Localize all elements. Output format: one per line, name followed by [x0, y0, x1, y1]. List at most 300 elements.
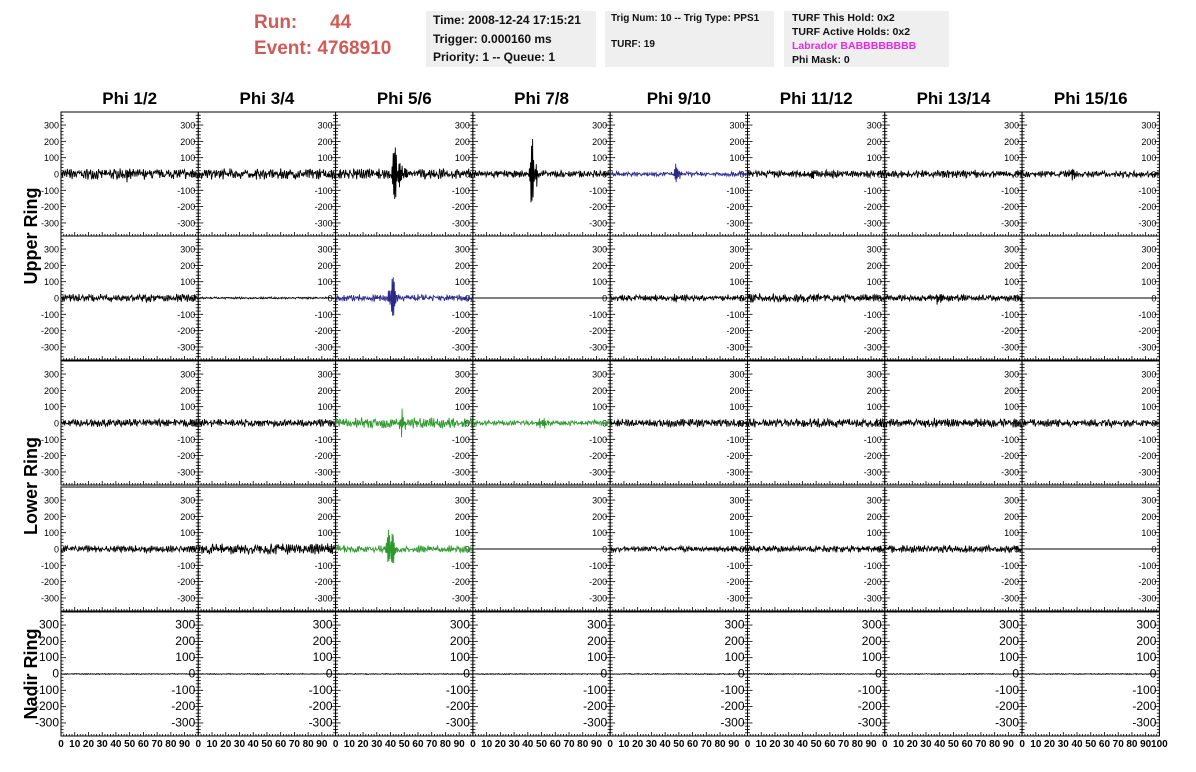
ytick-label: 0 [1151, 418, 1157, 429]
ytick-label: 300 [729, 244, 745, 255]
ytick-label: 300 [43, 369, 59, 380]
ytick-label: 300 [866, 244, 882, 255]
ytick-label: -300 [451, 593, 470, 604]
ytick-label: 100 [866, 277, 882, 288]
ytick-label: -100 [40, 560, 59, 571]
ytick-label: 100 [592, 153, 608, 164]
ytick-label: -100 [451, 560, 470, 571]
ytick-label: 200 [43, 260, 59, 271]
ytick-label: 0 [464, 544, 470, 555]
ytick-label: -300 [171, 715, 196, 730]
ytick-label: 100 [454, 277, 470, 288]
ytick-label: 300 [866, 120, 882, 131]
ytick-label: 200 [1004, 136, 1020, 147]
ytick-label: -300 [177, 467, 196, 478]
ytick-label: -300 [1138, 218, 1157, 229]
ytick-label: -300 [445, 715, 470, 730]
ytick-label: 100 [317, 528, 333, 539]
ytick-label: 0 [325, 666, 333, 681]
ytick-label: -200 [1138, 451, 1157, 462]
ytick-label: 100 [43, 153, 59, 164]
ytick-label: -100 [726, 309, 745, 320]
ytick-label: -100 [40, 434, 59, 445]
ytick-label: 100 [729, 528, 745, 539]
ytick-label: 100 [180, 277, 196, 288]
ytick-label: -300 [177, 218, 196, 229]
column-header-5: Phi 11/12 [779, 89, 853, 108]
ytick-label: 300 [180, 369, 196, 380]
ytick-label: 0 [1151, 169, 1157, 180]
ytick-label: 100 [592, 277, 608, 288]
ytick-label: 0 [1151, 544, 1157, 555]
ytick-label: 300 [43, 120, 59, 131]
ytick-label: -100 [863, 309, 882, 320]
ytick-label: -200 [451, 451, 470, 462]
ytick-label: -100 [171, 682, 196, 697]
ytick-label: -100 [177, 434, 196, 445]
ytick-label: 300 [592, 495, 608, 506]
ytick-label: -100 [308, 682, 333, 697]
ytick-label: 0 [739, 169, 745, 180]
ytick-label: 200 [1004, 511, 1020, 522]
ytick-label: -300 [726, 218, 745, 229]
ytick-label: -200 [34, 699, 59, 714]
ytick-label: 0 [464, 293, 470, 304]
ytick-label: -200 [1001, 326, 1020, 337]
ytick-label: -100 [40, 185, 59, 196]
ytick-label: -100 [726, 434, 745, 445]
ytick-label: -200 [1001, 577, 1020, 588]
ytick-label: -200 [40, 451, 59, 462]
ytick-label: 300 [866, 369, 882, 380]
priority-text: Priority: 1 -- Queue: 1 [433, 50, 556, 64]
ytick-label: 0 [327, 293, 333, 304]
ytick-label: 100 [175, 650, 196, 665]
ytick-label: -300 [589, 342, 608, 353]
ytick-label: -300 [1001, 467, 1020, 478]
ytick-label: 0 [190, 418, 196, 429]
ytick-label: -300 [863, 593, 882, 604]
run-label: Run: [254, 12, 298, 33]
ytick-label: 100 [1141, 528, 1157, 539]
ytick-label: 100 [1004, 402, 1020, 413]
ytick-label: 100 [729, 277, 745, 288]
ytick-label: -200 [40, 577, 59, 588]
ytick-label: 100 [1141, 402, 1157, 413]
ytick-label: -300 [177, 593, 196, 604]
column-header-0: Phi 1/2 [102, 89, 158, 108]
ytick-label: -300 [40, 218, 59, 229]
ytick-label: -200 [177, 202, 196, 213]
row-label-1: Lower Ring [21, 437, 41, 535]
ytick-label: 0 [190, 544, 196, 555]
ytick-label: -300 [314, 218, 333, 229]
ytick-label: -200 [726, 326, 745, 337]
column-header-4: Phi 9/10 [646, 89, 711, 108]
ytick-label: 200 [1141, 136, 1157, 147]
ytick-label: 300 [1141, 120, 1157, 131]
ytick-label: -300 [1001, 593, 1020, 604]
ytick-label: -100 [726, 185, 745, 196]
ytick-label: -300 [589, 467, 608, 478]
ytick-label: 0 [463, 666, 470, 681]
ytick-label: 300 [312, 617, 333, 632]
ytick-label: 200 [317, 511, 333, 522]
ytick-label: 100 [866, 153, 882, 164]
ytick-label: 0 [1014, 544, 1020, 555]
ytick-label: -300 [308, 715, 333, 730]
ytick-label: -200 [1138, 326, 1157, 337]
ytick-label: 300 [454, 495, 470, 506]
ytick-label: -200 [451, 202, 470, 213]
ytick-label: -300 [451, 467, 470, 478]
ytick-label: 200 [175, 633, 196, 648]
ytick-label: -100 [451, 434, 470, 445]
ytick-label: -300 [863, 342, 882, 353]
ytick-label: 200 [38, 633, 59, 648]
ytick-label: 0 [53, 293, 59, 304]
ytick-label: 0 [327, 418, 333, 429]
ytick-label: 0 [739, 418, 745, 429]
ytick-label: 200 [1141, 385, 1157, 396]
column-header-1: Phi 3/4 [239, 89, 295, 108]
ytick-label: -100 [445, 682, 470, 697]
ytick-label: 200 [729, 260, 745, 271]
ytick-label: 0 [602, 169, 608, 180]
ytick-label: -200 [40, 202, 59, 213]
labrador-text: Labrador BABBBBBBBB [792, 40, 917, 52]
ytick-label: 0 [876, 293, 882, 304]
ytick-label: -200 [589, 202, 608, 213]
ytick-label: -100 [177, 309, 196, 320]
ytick-label: 200 [312, 633, 333, 648]
ytick-label: -300 [589, 593, 608, 604]
ytick-label: 100 [317, 277, 333, 288]
ytick-label: 0 [53, 169, 59, 180]
ytick-label: -300 [1138, 342, 1157, 353]
ytick-label: 0 [876, 418, 882, 429]
ytick-label: -200 [1001, 202, 1020, 213]
ytick-label: 200 [43, 511, 59, 522]
ytick-label: 300 [317, 244, 333, 255]
ytick-label: 100 [43, 402, 59, 413]
ytick-label: 300 [1004, 369, 1020, 380]
ytick-label: 100 [866, 528, 882, 539]
ytick-label: 100 [38, 650, 59, 665]
ytick-label: 100 [1004, 153, 1020, 164]
ytick-label: -200 [589, 451, 608, 462]
ytick-label: -100 [1001, 309, 1020, 320]
ytick-label: 200 [317, 260, 333, 271]
ytick-label: 200 [866, 260, 882, 271]
ytick-label: 300 [317, 495, 333, 506]
ytick-label: -100 [1001, 185, 1020, 196]
ytick-label: 200 [729, 511, 745, 522]
ytick-label: -100 [314, 185, 333, 196]
ytick-label: 300 [1141, 244, 1157, 255]
ytick-label: -100 [40, 309, 59, 320]
ytick-label: 200 [180, 260, 196, 271]
ytick-label: -200 [177, 326, 196, 337]
ytick-label: 100 [43, 277, 59, 288]
ytick-label: 200 [866, 136, 882, 147]
ytick-label: 0 [464, 169, 470, 180]
ytick-label: 300 [180, 495, 196, 506]
ytick-label: 0 [739, 293, 745, 304]
ytick-label: 100 [1004, 528, 1020, 539]
ytick-label: -100 [589, 309, 608, 320]
ytick-label: -200 [171, 699, 196, 714]
ytick-label: 100 [729, 153, 745, 164]
ytick-label: -200 [314, 451, 333, 462]
ytick-label: 200 [180, 511, 196, 522]
ytick-label: 0 [1014, 169, 1020, 180]
ytick-label: -200 [726, 577, 745, 588]
ytick-label: 200 [866, 385, 882, 396]
ytick-label: 100 [454, 528, 470, 539]
ytick-label: 0 [602, 418, 608, 429]
waveform-r4-c0 [61, 674, 198, 675]
ytick-label: -300 [1138, 593, 1157, 604]
trigger-text: Trigger: 0.000160 ms [433, 31, 552, 46]
ytick-label: -300 [314, 593, 333, 604]
ytick-label: -100 [451, 185, 470, 196]
ytick-label: -100 [34, 682, 59, 697]
ytick-label: -200 [863, 577, 882, 588]
ytick-label: -300 [314, 342, 333, 353]
ytick-label: -300 [589, 218, 608, 229]
ytick-label: 0 [1151, 293, 1157, 304]
ytick-label: 200 [317, 385, 333, 396]
ytick-label: -300 [451, 342, 470, 353]
ytick-label: 200 [592, 136, 608, 147]
turf-active-text: TURF Active Holds: 0x2 [792, 26, 911, 38]
time-text: Time: 2008-12-24 17:15:21 [433, 13, 581, 27]
ytick-label: 200 [43, 385, 59, 396]
ytick-label: -200 [177, 577, 196, 588]
ytick-label: 300 [1141, 495, 1157, 506]
ytick-label: 100 [317, 153, 333, 164]
ytick-label: 100 [592, 528, 608, 539]
ytick-label: 300 [592, 120, 608, 131]
ytick-label: 300 [38, 617, 59, 632]
ytick-label: -200 [1138, 202, 1157, 213]
ytick-label: 100 [317, 402, 333, 413]
turf-text: TURF: 19 [611, 39, 655, 50]
ytick-label: -100 [451, 309, 470, 320]
column-header-3: Phi 7/8 [514, 89, 569, 108]
phi-mask-text: Phi Mask: 0 [792, 54, 850, 66]
ytick-label: -200 [863, 326, 882, 337]
column-header-7: Phi 15/16 [1053, 89, 1128, 108]
ytick-label: -300 [1138, 467, 1157, 478]
ytick-label: -200 [451, 326, 470, 337]
event-value: 4768910 [317, 38, 392, 59]
ytick-label: -200 [308, 699, 333, 714]
ytick-label: 300 [592, 244, 608, 255]
ytick-label: -200 [863, 202, 882, 213]
ytick-label: -200 [1138, 577, 1157, 588]
ytick-label: 300 [454, 369, 470, 380]
ytick-label: -300 [726, 593, 745, 604]
ytick-label: 200 [317, 136, 333, 147]
ytick-label: 200 [180, 385, 196, 396]
ytick-label: 0 [188, 666, 196, 681]
ytick-label: 200 [1141, 511, 1157, 522]
column-header-6: Phi 13/14 [916, 89, 991, 108]
ytick-label: 200 [43, 136, 59, 147]
ytick-label: -100 [863, 560, 882, 571]
ytick-label: -300 [863, 467, 882, 478]
ytick-label: 100 [592, 402, 608, 413]
ytick-label: 100 [312, 650, 333, 665]
ytick-label: -200 [177, 451, 196, 462]
ytick-label: 100 [1004, 277, 1020, 288]
ytick-label: -300 [314, 467, 333, 478]
ytick-label: -100 [314, 309, 333, 320]
ytick-label: 300 [1004, 120, 1020, 131]
ytick-label: -100 [589, 560, 608, 571]
ytick-label: -200 [726, 202, 745, 213]
ytick-label: -200 [863, 451, 882, 462]
ytick-label: 100 [1141, 153, 1157, 164]
ytick-label: 300 [1141, 369, 1157, 380]
ytick-label: 0 [876, 544, 882, 555]
ytick-label: 100 [43, 528, 59, 539]
ytick-label: 300 [454, 244, 470, 255]
ytick-label: -200 [726, 451, 745, 462]
ytick-label: -100 [1138, 560, 1157, 571]
ytick-label: 300 [180, 120, 196, 131]
ytick-label: 0 [602, 293, 608, 304]
ytick-label: 300 [317, 120, 333, 131]
ytick-label: 100 [449, 650, 470, 665]
ytick-label: 200 [592, 385, 608, 396]
ytick-label: 0 [52, 666, 59, 681]
ytick-label: 300 [43, 495, 59, 506]
ytick-label: 0 [876, 169, 882, 180]
ytick-label: 200 [449, 633, 470, 648]
ytick-label: 100 [1141, 277, 1157, 288]
ytick-label: 200 [180, 136, 196, 147]
ytick-label: -200 [40, 326, 59, 337]
row-label-0: Upper Ring [21, 187, 41, 285]
ytick-label: 300 [449, 617, 470, 632]
run-value: 44 [330, 12, 352, 33]
ytick-label: -300 [863, 218, 882, 229]
ytick-label: -300 [40, 467, 59, 478]
ytick-label: 200 [1004, 385, 1020, 396]
ytick-label: -300 [726, 467, 745, 478]
ytick-label: -100 [863, 185, 882, 196]
ytick-label: -300 [451, 218, 470, 229]
ytick-label: -100 [1001, 560, 1020, 571]
ytick-label: 100 [454, 153, 470, 164]
ytick-label: -100 [177, 185, 196, 196]
ytick-label: -300 [1001, 218, 1020, 229]
ytick-label: -100 [1001, 434, 1020, 445]
ytick-label: 0 [53, 544, 59, 555]
ytick-label: -200 [445, 699, 470, 714]
ytick-label: -300 [40, 593, 59, 604]
ytick-label: 300 [1004, 244, 1020, 255]
ytick-label: -100 [314, 560, 333, 571]
ytick-label: 300 [317, 369, 333, 380]
ytick-label: 200 [866, 511, 882, 522]
ytick-label: 200 [592, 260, 608, 271]
ytick-label: 300 [729, 120, 745, 131]
ytick-label: 300 [592, 369, 608, 380]
ytick-label: -200 [451, 577, 470, 588]
ytick-label: 200 [592, 511, 608, 522]
ytick-label: 0 [739, 544, 745, 555]
ytick-label: 300 [729, 369, 745, 380]
ytick-label: -300 [40, 342, 59, 353]
ytick-label: 300 [43, 244, 59, 255]
ytick-label: 0 [190, 293, 196, 304]
ytick-label: -200 [589, 326, 608, 337]
ytick-label: -100 [863, 434, 882, 445]
ytick-label: 200 [729, 385, 745, 396]
ytick-label: -100 [314, 434, 333, 445]
ytick-label: 300 [1004, 495, 1020, 506]
ytick-label: 0 [1014, 418, 1020, 429]
ytick-label: -300 [34, 715, 59, 730]
column-header-2: Phi 5/6 [376, 89, 432, 108]
ytick-label: 0 [327, 544, 333, 555]
ytick-label: -100 [589, 185, 608, 196]
ytick-label: 200 [454, 511, 470, 522]
ytick-label: -200 [314, 326, 333, 337]
trig-num-text: Trig Num: 10 -- Trig Type: PPS1 [611, 13, 760, 24]
ytick-label: 100 [454, 402, 470, 413]
ytick-label: 300 [454, 120, 470, 131]
turf-hold-text: TURF This Hold: 0x2 [792, 12, 895, 24]
ytick-label: -100 [726, 560, 745, 571]
ytick-label: 0 [190, 169, 196, 180]
ytick-label: 300 [180, 244, 196, 255]
ytick-label: -200 [314, 202, 333, 213]
ytick-label: -100 [1138, 309, 1157, 320]
ytick-label: 300 [175, 617, 196, 632]
ytick-label: 100 [180, 153, 196, 164]
ytick-label: 100 [729, 402, 745, 413]
ytick-label: 300 [729, 495, 745, 506]
ytick-label: 0 [602, 544, 608, 555]
ytick-label: 200 [1004, 260, 1020, 271]
ytick-label: 100 [180, 528, 196, 539]
ytick-label: 200 [729, 136, 745, 147]
ytick-label: 0 [53, 418, 59, 429]
ytick-label: -200 [314, 577, 333, 588]
ytick-label: -300 [1001, 342, 1020, 353]
ytick-label: -100 [589, 434, 608, 445]
ytick-label: 200 [454, 385, 470, 396]
ytick-label: -100 [177, 560, 196, 571]
event-label: Event: [254, 38, 313, 59]
ytick-label: 0 [464, 418, 470, 429]
ytick-label: -200 [1001, 451, 1020, 462]
ytick-label: 200 [1141, 260, 1157, 271]
ytick-label: -300 [726, 342, 745, 353]
ytick-label: 0 [1014, 293, 1020, 304]
ytick-label: 100 [180, 402, 196, 413]
ytick-label: 0 [327, 169, 333, 180]
ytick-label: -200 [589, 577, 608, 588]
ytick-label: -100 [1138, 185, 1157, 196]
ytick-label: -300 [177, 342, 196, 353]
ytick-label: 200 [454, 260, 470, 271]
